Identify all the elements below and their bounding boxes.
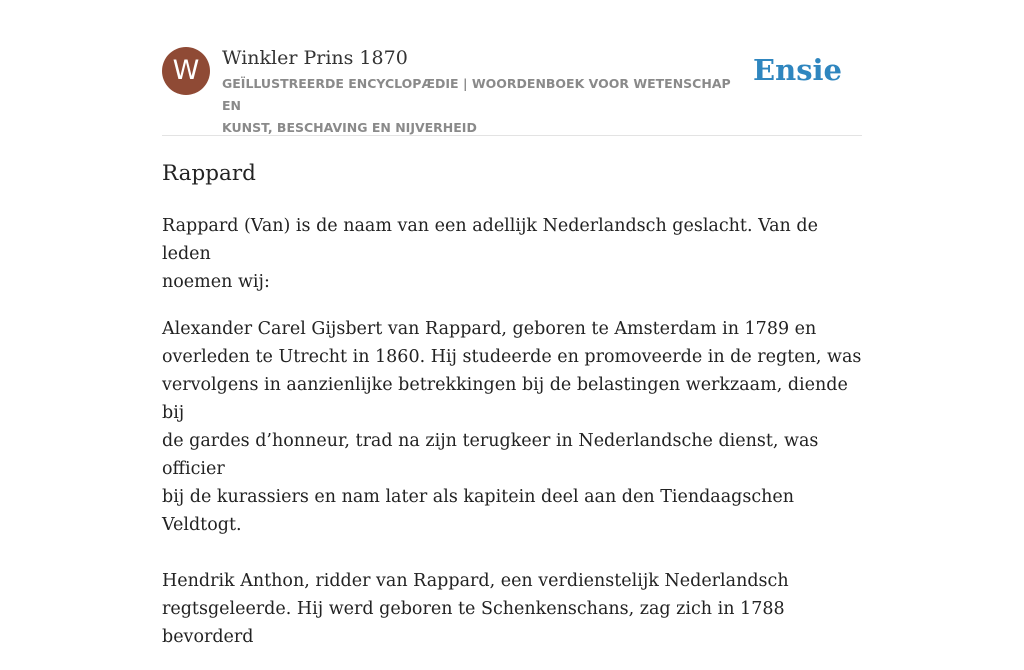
source-avatar[interactable]: W <box>162 47 210 95</box>
source-header <box>162 46 862 136</box>
article-paragraph: Alexander Carel Gijsbert van Rappard, geboren te Amsterdam in 1789 en overleden te Utrecht in 1860. Hij studeerde en promoveerde in de regten, was vervolgens in aanzienlijke betrekkingen bij de belastingen werkzaam, diende bij de gardes d’honneur, trad na zijn terugkeer in Nederlandsche dienst, was officier bij de kurassiers en nam later als kapitein deel aan den Tiendaagschen Veldtogt. <box>162 319 862 535</box>
source-subtitle-line-1: GEÏLLUSTREERDE ENCYCLOPÆDIE | WOORDENBOEK VOOR WETENSCHAP EN <box>222 76 731 113</box>
article-title: Rappard <box>162 161 256 186</box>
source-title-link[interactable]: Winkler Prins 1870 <box>222 47 408 69</box>
header-divider <box>162 135 862 136</box>
source-subtitle <box>222 73 752 139</box>
article-body <box>162 212 862 670</box>
article-paragraph: Rappard (Van) is de naam van een adellijk Nederlandsch geslacht. Van de leden noemen wij: <box>162 216 818 292</box>
article-paragraph: Hendrik Anthon, ridder van Rappard, een verdienstelijk Nederlandsch regtsgeleerde. Hij werd geboren te Schenkenschans, zag zich in 1788 bevorderd <box>162 571 789 647</box>
source-subtitle-line-2: KUNST, BESCHAVING EN NIJVERHEID <box>222 120 477 135</box>
ensie-logo-link[interactable]: Ensie <box>753 53 842 87</box>
